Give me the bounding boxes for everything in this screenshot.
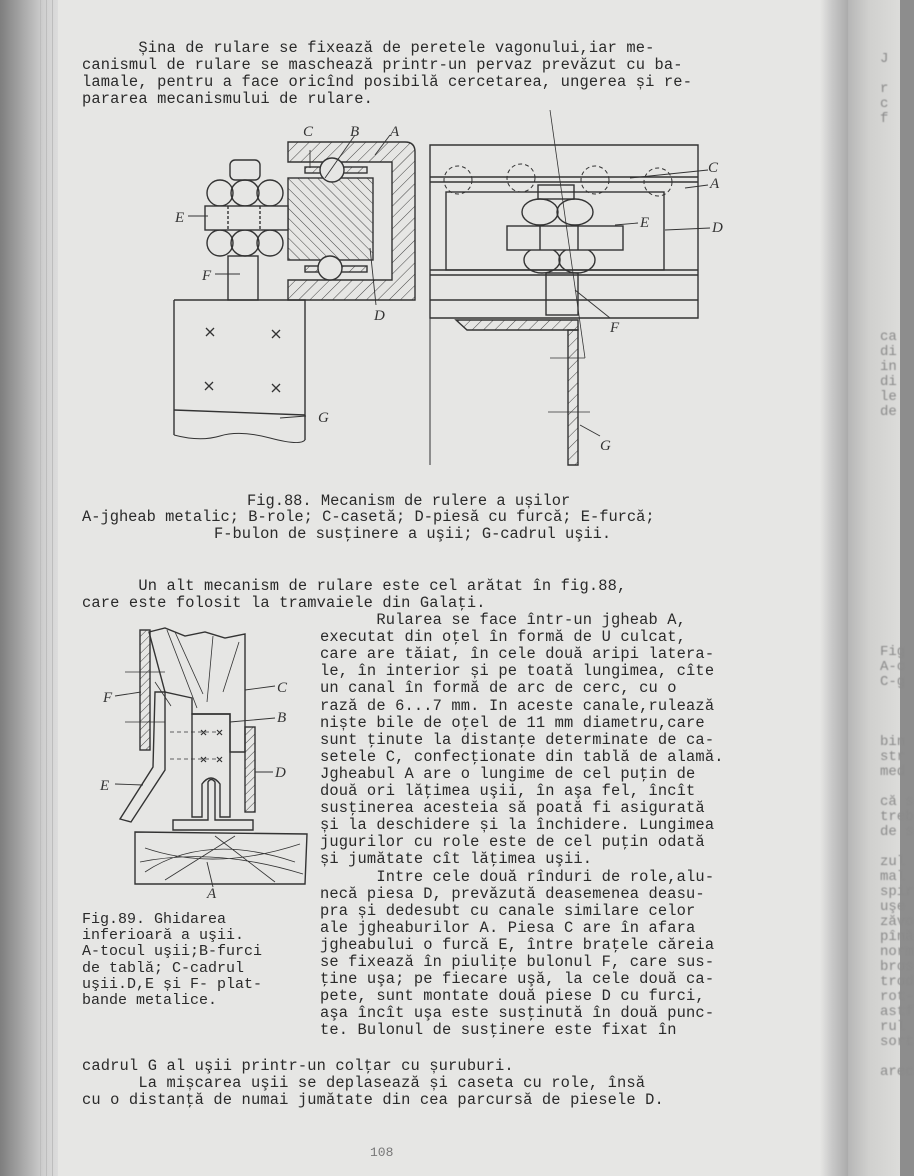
fig88-side-label-f: F — [610, 320, 620, 336]
closing-line: La mișcarea uşii se deplasează și caseta cu role, însă — [82, 1074, 646, 1092]
right-column-line: niște bile de oţel de 11 mm diametru,care — [320, 713, 705, 732]
fig88-label-b: B — [350, 124, 360, 140]
fig88-label-a: A — [390, 124, 400, 140]
right-column-line: ale jgheaburilor A. Piesa C are în afara — [320, 918, 696, 937]
fig89-caption-line: inferioară a uşii. — [82, 927, 245, 945]
fig88-side-label-g: G — [600, 438, 611, 454]
paragraph-line: care este folosit la tramvaiele din Galaţi. — [82, 594, 486, 612]
fig89-label-b: B — [277, 710, 287, 726]
right-column-line: Intre cele două rînduri de role,alu- — [320, 867, 715, 886]
right-column-line: necă piesa D, prevăzută deasemenea deasu- — [320, 884, 705, 903]
fig89-label-a: A — [207, 886, 217, 902]
fig88-side-label-d: D — [712, 220, 723, 236]
fig89-label-e: E — [100, 778, 110, 794]
page-gutter-shadow — [820, 0, 850, 1176]
right-column-line: jgheabului o furcă E, între braţele căreia — [320, 935, 715, 954]
fig89-plate-f — [140, 630, 150, 750]
right-column-line: două ori lăţimea uşii, în aşa fel, încît — [320, 782, 696, 800]
fig88-caption-line: A-jgheab metalic; B-role; C-casetă; D-piesă cu furcă; E-furcă; — [82, 508, 655, 526]
adjacent-fragment-middle: ca di in di le de — [880, 329, 897, 420]
fig88-label-g: G — [318, 410, 329, 426]
right-column-line: executat din oţel în formă de U culcat, — [320, 628, 687, 647]
intro-line: lamale, pentru a face oricînd posibilă cercetarea, ungerea și re- — [82, 73, 693, 91]
adjacent-fragment-text: bin str med că s treb de s zul mal spir uşe zăvo pînă norm bros trod rot- astf rul sort arec — [880, 734, 914, 1080]
fig89-caption-line: A-tocul uşii;B-furci — [82, 943, 263, 961]
right-column-line: și jumătate cît lăţimea uşii. — [320, 850, 593, 869]
fig88-piece-d — [288, 178, 373, 260]
adjacent-fragment-top: J r c f — [880, 51, 889, 127]
intro-line: pararea mecanismului de rulare. — [82, 90, 373, 108]
fig89-caption-line: bande metalice. — [82, 992, 218, 1009]
right-column-line: care are tăiat, în cele două aripi latera- — [320, 645, 715, 664]
intro-line: Șina de rulare se fixează de peretele vagonului,iar me- — [82, 39, 655, 57]
fig89-caption-line: de tablă; C-cadrul — [82, 959, 245, 977]
right-column-line: Rularea se face într-un jgheab A, — [320, 611, 687, 629]
right-column-line: setele C, confecţionate din tablă de alamă. — [320, 747, 724, 766]
fig88-label-f: F — [202, 268, 212, 284]
fig89-caption-line: Fig.89. Ghidarea — [82, 911, 227, 928]
adjacent-page — [848, 0, 914, 1176]
fig88-door-frame-g — [174, 300, 305, 440]
fig88-fork-e — [205, 206, 288, 230]
figure-88 — [160, 110, 723, 470]
right-column-line: jugurilor cu role este de cel puţin odată — [320, 833, 705, 852]
fig88-fork-e-side — [507, 226, 623, 250]
closing-line: cu o distanţă de numai jumătate din cea parcursă de piesele D. — [82, 1091, 664, 1109]
right-column-line: se fixează în piuliţe bulonul F, care sus- — [320, 953, 715, 971]
page-number: 108 — [370, 1145, 394, 1160]
right-column-line: te. Bulonul de susţinere este fixat în — [320, 1021, 677, 1040]
fig89-fork-b — [192, 714, 230, 817]
fig88-bolt-f — [228, 256, 258, 300]
fig89-label-f: F — [103, 690, 113, 706]
fig88-label-c: C — [303, 124, 314, 140]
fig88-label-e: E — [175, 210, 185, 226]
right-column-line: aşa încît uşa este susţinută în două punc- — [320, 1004, 715, 1023]
fig88-door-frame-g-side — [568, 330, 578, 465]
fig88-caption-title: Fig.88. Mecanism de rulere a ușilor — [247, 492, 571, 510]
fig88-label-d: D — [374, 308, 385, 324]
figure-89 — [95, 622, 315, 900]
right-column-line: rază de 6...7 mm. In aceste canale,rulează — [320, 696, 715, 715]
fig88-side-label-e: E — [640, 215, 650, 231]
fig88-bolt-f-side — [546, 273, 578, 315]
right-column-line: pra și dedesubt cu canale similare celor — [320, 901, 696, 920]
paragraph-line: Un alt mecanism de rulare este cel arătat în fig.88, — [82, 577, 627, 595]
intro-line: canismul de rulare se maschează printr-un pervaz prevăzut cu ba- — [82, 56, 683, 74]
closing-line: cadrul G al uşii printr-un colţar cu șuruburi. — [82, 1057, 514, 1075]
right-column-line: și la deschidere și la închidere. Lungimea — [320, 816, 715, 835]
fig88-caption-line: F-bulon de susţinere a uşii; G-cadrul uşii. — [214, 525, 612, 543]
right-column-line: ţine uşa; pe fiecare uşă, la cele două ca- — [320, 970, 715, 989]
right-column-line: susţinerea acesteia să poată fi asigurată — [320, 799, 705, 818]
fig89-label-c: C — [277, 680, 288, 696]
fig88-side-label-a: A — [710, 176, 720, 192]
right-column-line: le, în interior și pe toată lungimea, cîte — [320, 662, 715, 681]
adjacent-fragment-caption: Fig A-c C-g — [880, 644, 906, 690]
fig89-plate-d — [245, 727, 255, 812]
right-column-line: Jgheabul A are o lungime de cel puţin de — [320, 764, 696, 783]
book-spine-edge — [0, 0, 58, 1176]
fig89-caption-line: uşii.D,E și F- plat- — [82, 975, 263, 993]
fig88-side-label-c: C — [708, 160, 719, 176]
right-column-line: sunt ţinute la distanţe determinate de ca- — [320, 730, 715, 749]
fig88-roller-b — [320, 158, 344, 182]
fig89-label-d: D — [275, 765, 286, 781]
right-column-line: un canal în formă de arc de cerc, cu o — [320, 679, 677, 698]
right-column-line: pete, sunt montate două piese D cu furci, — [320, 987, 705, 1006]
